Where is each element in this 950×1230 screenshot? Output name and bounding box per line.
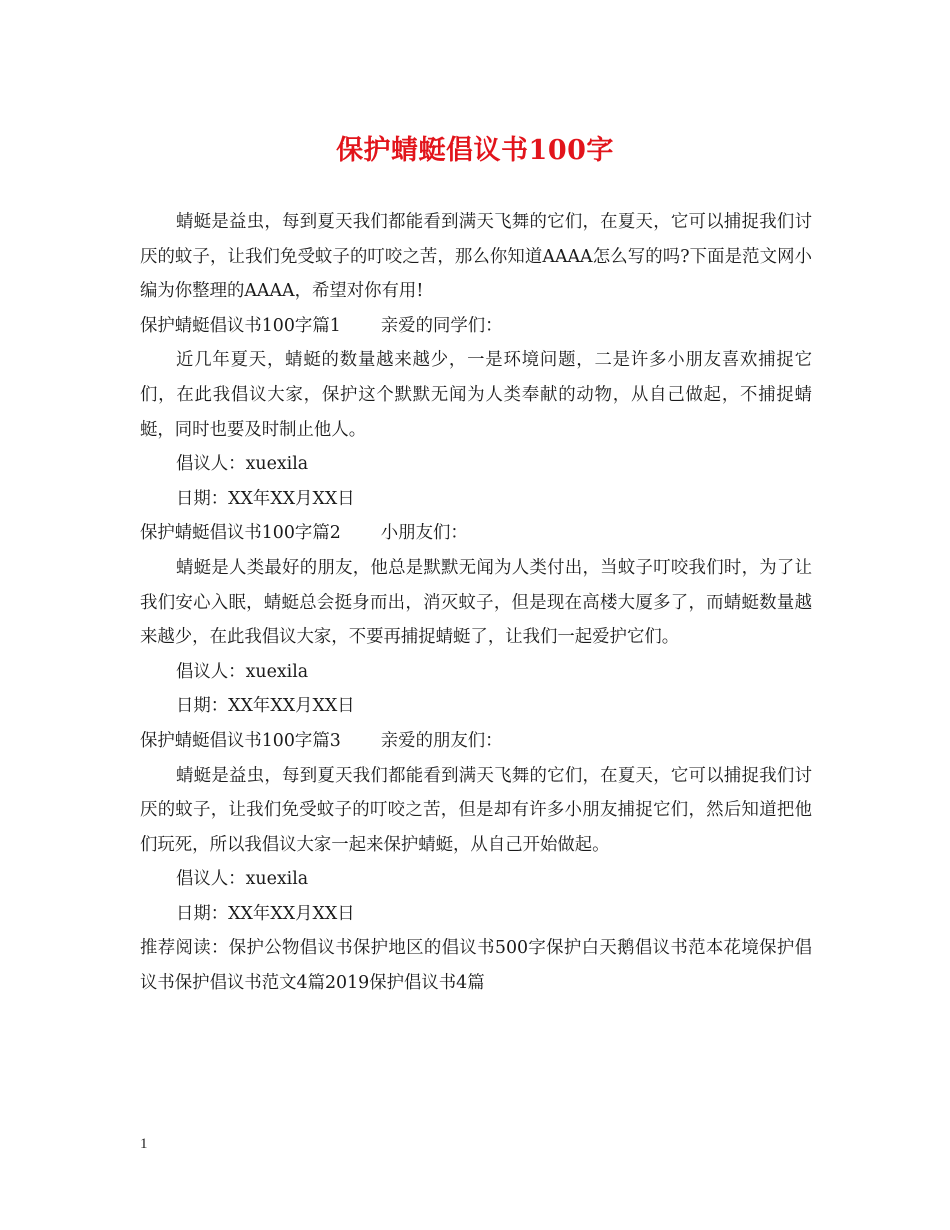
section-2-salutation: 小朋友们： <box>380 523 468 544</box>
section-1-date: 日期：XX年XX月XX日 <box>176 488 355 509</box>
section-3-heading: 保护蜻蜓倡议书100字篇3 <box>140 730 341 751</box>
section-3-date: 日期：XX年XX月XX日 <box>176 903 355 924</box>
section-1-heading-line <box>140 309 812 344</box>
document-title: 保护蜻蜓倡议书100字 <box>336 135 614 166</box>
section-3-body: 蜻蜓是益虫，每到夏天我们都能看到满天飞舞的它们，在夏天，它可以捕捉我们讨厌的蚊子，让我们免受蚊子的叮咬之苦，但是却有许多小朋友捕捉它们，然后知道把他们玩死，所以我倡议大家一起来保护蜻蜓，从自己开始做起。 <box>140 765 812 855</box>
section-3-heading-line <box>140 724 812 759</box>
intro-paragraph: 蜻蜓是益虫，每到夏天我们都能看到满天飞舞的它们，在夏天，它可以捕捉我们讨厌的蚊子，让我们免受蚊子的叮咬之苦，那么你知道AAAA怎么写的吗?下面是范文网小编为你整理的AAAA，希望对你有用! <box>140 212 812 302</box>
section-3-signer: 倡议人：xuexila <box>176 869 309 890</box>
section-1-signer: 倡议人：xuexila <box>176 454 309 475</box>
section-2-signer: 倡议人：xuexila <box>176 661 309 682</box>
section-2-body: 蜻蜓是人类最好的朋友，他总是默默无闻为人类付出，当蚊子叮咬我们时，为了让我们安心入眠，蜻蜓总会挺身而出，消灭蚊子，但是现在高楼大厦多了，而蜻蜓数量越来越少，在此我倡议大家，不要再捕捉蜻蜓了，让我们一起爱护它们。 <box>140 557 812 648</box>
section-2-heading: 保护蜻蜓倡议书100字篇2 <box>140 523 341 544</box>
section-1-body: 近几年夏天，蜻蜓的数量越来越少，一是环境问题，二是许多小朋友喜欢捕捉它们，在此我倡议大家，保护这个默默无闻为人类奉献的动物，从自己做起，不捕捉蜻蜓，同时也要及时制止他人。 <box>140 350 812 440</box>
section-3-salutation: 亲爱的朋友们： <box>380 730 503 751</box>
section-1-heading: 保护蜻蜓倡议书100字篇1 <box>140 315 341 336</box>
section-2-date: 日期：XX年XX月XX日 <box>176 696 355 717</box>
page-number: 1 <box>140 1136 148 1152</box>
section-1-salutation: 亲爱的同学们： <box>380 315 503 336</box>
document-body <box>140 205 812 1001</box>
section-2-heading-line <box>140 516 812 551</box>
recommended-reading: 推荐阅读：保护公物倡议书保护地区的倡议书500字保护白天鹅倡议书范本花境保护倡议书保护倡议书范文4篇2019保护倡议书4篇 <box>140 938 812 994</box>
